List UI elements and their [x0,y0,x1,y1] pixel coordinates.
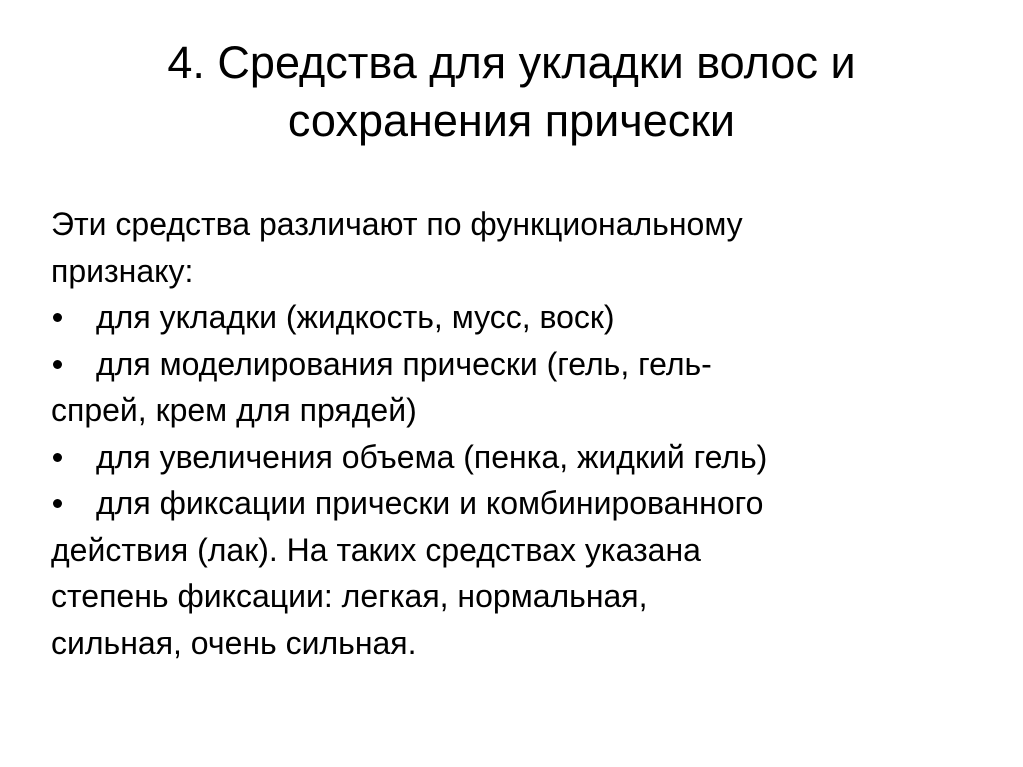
slide-title-line-1: 4. Средства для укладки волос и [167,37,856,88]
bullet-icon [53,313,62,322]
intro-line-1: Эти средства различают по функциональному [51,206,743,242]
slide-title-line-2: сохранения прически [287,95,736,146]
bullet-continuation: спрей, крем для прядей) [51,392,417,428]
intro-line-2: признаку: [51,252,194,289]
bullet-item-volume [51,434,991,481]
bullet-item-modeling [51,341,991,388]
slide-body [51,201,991,666]
bullet-continuation: сильная, очень сильная. [51,624,417,661]
bullet-text: для укладки (жидкость, мусс, воск) [96,299,615,335]
bullet-text: для фиксации прически и комбинированного [96,485,764,521]
bullet-item-fixation [51,480,991,527]
bullet-icon [53,453,62,462]
bullet-text: для увеличения объема (пенка, жидкий гель) [96,438,768,475]
slide-title [40,34,983,150]
bullet-text: для моделирования прически (гель, гель- [96,345,712,382]
bullet-continuation: степень фиксации: легкая, нормальная, [51,578,648,614]
bullet-continuation: действия (лак). На таких средствах указана [51,531,701,568]
bullet-icon [53,499,62,508]
bullet-icon [53,360,62,369]
bullet-item-styling [51,294,991,341]
